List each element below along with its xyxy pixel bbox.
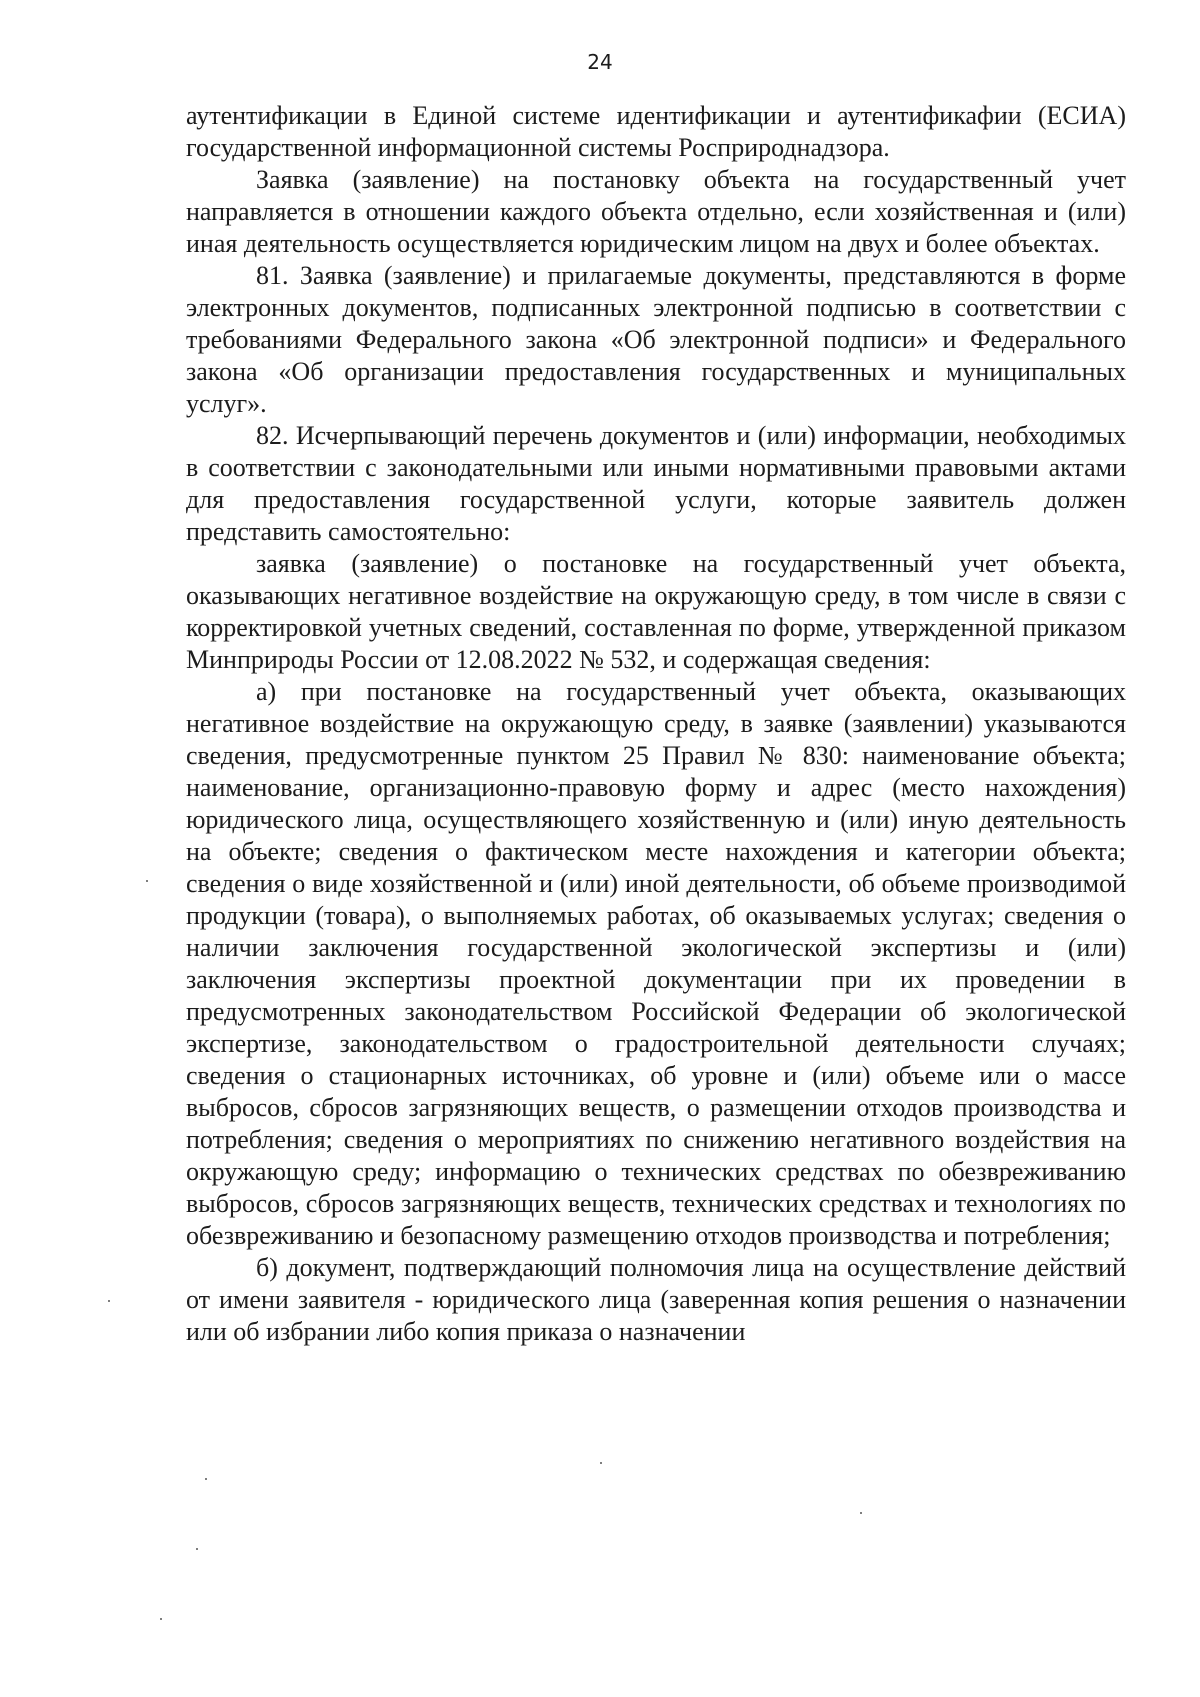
- paragraph-application-per-object: Заявка (заявление) на постановку объекта на государственный учет направляется в отношении каждого объекта отдельно, если хозяйственная и (или) иная деятельность осуществляется юридическим лицом на двух и более объектах.: [186, 165, 1126, 258]
- paragraph-item-b: б) документ, подтверждающий полномочия лица на осуществление действий от имени заявителя - юридического лица (заверенная копия решения о назначении или об избрании либо копия приказа о назначении: [186, 1253, 1126, 1346]
- scan-speck: [160, 1618, 162, 1620]
- paragraph-81: 81. Заявка (заявление) и прилагаемые документы, представляются в форме электронных документов, подписанных электронной подписью в соответствии с требованиями Федерального закона «Об электронной подписи» и Федерального закона «Об организации предоставления государственных и муниципальных услуг».: [186, 261, 1126, 418]
- paragraph-item-a: а) при постановке на государственный учет объекта, оказывающих негативное воздействие на окружающую среду, в заявке (заявлении) указываются сведения, предусмотренные пунктом 25 Правил № 830: наименование объекта; наименование, организационно-правовую форму и адрес (место нахождения) юридического лица, осуществляющего хозяйственную и (или) иную деятельность на объекте; сведения о фактическом месте нахождения и категории объекта; сведения о виде хозяйственной и (или) иной деятельности, об объеме производимой продукции (товара), о выполняемых работах, об оказываемых услугах; сведения о наличии заключения государственной экологической экспертизы и (или) заключения экспертизы проектной документации при их проведении в предусмотренных законодательством Российской Федерации об экологической экспертизе, законодательством о градостроительной деятельности случаях; сведения о стационарных источниках, об уровне и (или) объеме или о массе выбросов, сбросов загрязняющих веществ, о размещении отходов производства и потребления; сведения о мероприятиях по снижению негативного воздействия на окружающую среду; информацию о технических средствах по обезвреживанию выбросов, сбросов загрязняющих веществ, технических средствах и технологиях по обезвреживанию и безопасному размещению отходов производства и потребления;: [186, 677, 1126, 1250]
- scan-speck: [205, 1478, 207, 1480]
- scan-speck: [146, 880, 148, 882]
- scan-speck: [860, 1512, 862, 1514]
- paragraph-82: 82. Исчерпывающий перечень документов и (или) информации, необходимых в соответствии с законодательными или иными нормативными правовыми актами для предоставления государственной услуги, которые заявитель должен представить самостоятельно:: [186, 421, 1126, 546]
- scan-speck: [196, 1548, 198, 1550]
- scan-speck: [108, 1300, 110, 1302]
- paragraph-application-form: заявка (заявление) о постановке на государственный учет объекта, оказывающих негативное воздействие на окружающую среду, в том числе в связи с корректировкой учетных сведений, составленная по форме, утвержденной приказом Минприроды России от 12.08.2022 № 532, и содержащая сведения:: [186, 549, 1126, 674]
- document-body: [186, 100, 1126, 1348]
- page-number: 24: [587, 50, 613, 74]
- paragraph-esia-continuation: аутентификации в Единой системе идентификации и аутентификафии (ЕСИА) государственной информационной системы Росприроднадзора.: [186, 101, 1126, 162]
- scan-speck: [600, 1462, 602, 1464]
